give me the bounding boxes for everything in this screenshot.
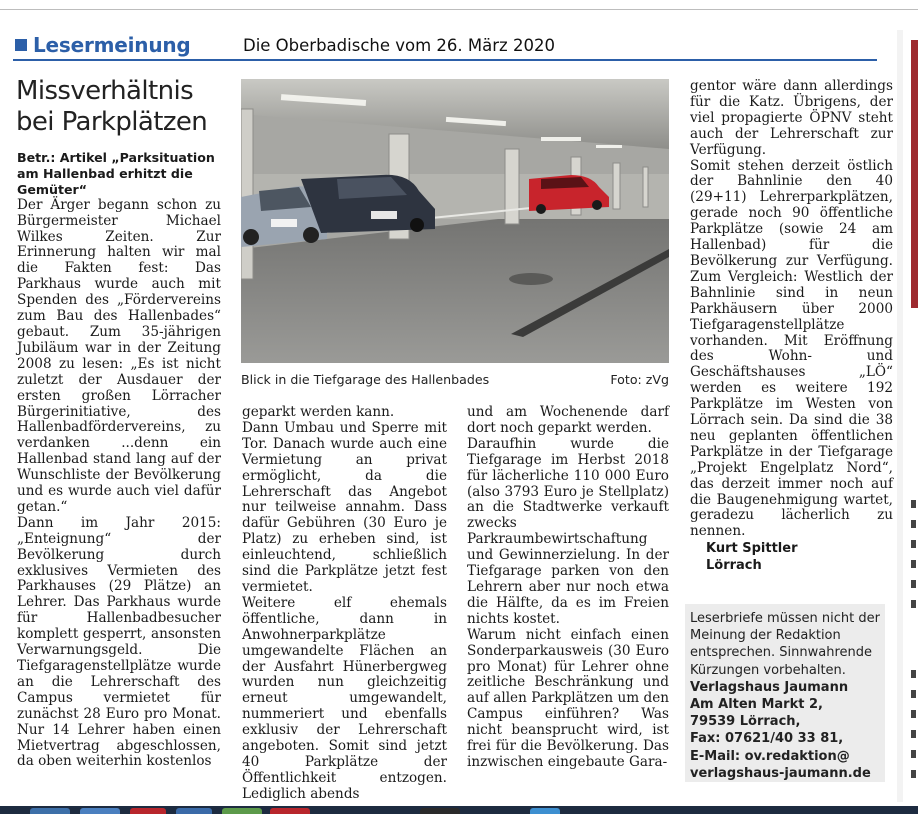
author-name: Kurt Spittler <box>706 541 798 557</box>
editorial-notice-box <box>685 604 885 782</box>
paragraph: Der Ärger begann schon zu Bürgermeister Michael Wilkes Zeiten. Zur Erinnerung halten wir mal die Fakten fest: Das Parkhaus wurde auch mit Spenden des „Fördervereins zum Bau des Hallenbades“ gebaut. Zum 35-jährigen Jubiläum war in der Zeitung 2008 zu lesen: „Es ist nicht zuletzt der Ausdauer der ersten großen Lörracher Bürgerinitiative, des Hallenbadfördervereins, zu verdanken ...denn ein Hallenbad stand lang auf der Wunschliste der Bevölkerung und es wurde auch viel dafür getan.“ <box>17 196 221 515</box>
publisher-city: 79539 Lörrach, <box>690 714 801 730</box>
window-top-border <box>0 9 918 10</box>
taskbar-app-button[interactable] <box>222 808 262 814</box>
source-line: Die Oberbadische vom 26. März 2020 <box>243 36 555 55</box>
paragraph: Warum nicht einfach einen Sonderparkausweis (30 Euro pro Monat) für Lehrer ohne zeitliche Beschränkung und auf allen Parkplätzen um den Campus einführen? Was nicht beansprucht wird, ist frei für die Bevölkerung. Das inzwischen eingebaute Gara- <box>467 626 669 770</box>
photo-caption <box>241 372 669 387</box>
taskbar-app-button[interactable] <box>130 808 166 814</box>
garage-photo-illustration <box>241 79 669 363</box>
headline-line-1: Missverhältnis <box>16 76 194 106</box>
paragraph: und am Wochenende darf dort noch geparkt werden. <box>467 404 669 436</box>
taskbar-app-button[interactable] <box>530 808 560 814</box>
author-city: Lörrach <box>706 558 762 574</box>
section-rubric <box>15 33 191 57</box>
taskbar-app-button[interactable] <box>420 808 460 814</box>
paragraph: Somit stehen derzeit östlich der Bahnlinie den 40 (29+11) Lehrerparkplätzen, gerade noch 90 öffentliche Parkplätze (sowie 24 am Hallenbad) für die Bevölkerung zur Verfügung. Zum Vergleich: Westlich der Bahnlinie sind in neun Parkhäusern über 2000 Tiefgaragenstellplätze vorhanden. Mit Eröffnung des Wohn- und Geschäftshauses „LÖ“ werden es weitere 192 Parkplätze im Westen von Lörrach sein. Da sind die 38 neu geplanten öffentlichen Parkplätze in der Tiefgarage „Projekt Engelplatz Nord“, das derzeit immer noch auf die Baugenehmigung wartet, geradezu lächerlich zu nennen. <box>690 157 893 540</box>
adjacent-page-fragments <box>897 30 918 802</box>
article-column-4 <box>690 79 893 574</box>
publisher-fax: Fax: 07621/40 33 81, <box>690 731 844 747</box>
paragraph: geparkt werden kann. <box>242 404 395 420</box>
rubric-label: Lesermeinung <box>33 33 191 57</box>
notice-text: Leserbriefe müssen nicht der Meinung der Redaktion entsprechen. Sinnwahrende Kürzungen vorbehalten. <box>690 611 880 678</box>
paragraph: gentor wäre dann allerdings für die Katz. Übrigens, der viel propagierte ÖPNV steht auch der Lehrerschaft zur Verfügung. <box>690 78 893 158</box>
paragraph: Daraufhin wurde die Tiefgarage im Herbst 2018 für lächerliche 110 000 Euro (also 3793 Euro je Stellplatz) an die Stadtwerke verkauft zwecks Parkraumbewirtschaftung und Gewinnerzielung. In der Tiefgarage parken von den Lehrern aber nur noch etwa die Hälfte, da es im Freien nichts kostet. <box>467 435 669 627</box>
rubric-square-icon <box>15 39 27 51</box>
caption-text: Blick in die Tiefgarage des Hallenbades <box>241 372 490 387</box>
article-lead: Betr.: Artikel „Parksituation am Hallenbad erhitzt die Gemüter“ <box>17 150 215 197</box>
publisher-email: E-Mail: ov.redaktion@ <box>690 748 850 764</box>
photo-credit: Foto: zVg <box>610 372 669 387</box>
article-headline <box>16 76 231 138</box>
headline-line-2: bei Parkplätzen <box>16 107 208 137</box>
garage-photo <box>241 79 669 363</box>
publisher-name: Verlagshaus Jaumann <box>690 679 849 695</box>
paragraph: Dann im Jahr 2015: „Enteignung“ der Bevölkerung durch exklusives Vermieten des Parkhauses (29 Plätze) an Lehrer. Das Parkhaus wurde für Hallenbadbesucher komplett gesperrt, ansonsten Verwarnungsgeld. Die Tiefgaragenstellplätze wurde an die Lehrerschaft des Campus vermietet für zunächst 28 Euro pro Monat. Nur 14 Lehrer haben einen Mietvertrag abgeschlossen, da oben weiterhin kostenlos <box>17 514 221 770</box>
taskbar-app-button[interactable] <box>270 808 310 814</box>
publisher-email-domain: verlagshaus-jaumann.de <box>690 765 871 781</box>
article-column-1 <box>17 150 221 770</box>
article-column-3 <box>467 405 669 771</box>
taskbar-app-button[interactable] <box>80 808 120 814</box>
taskbar-app-button[interactable] <box>176 808 212 814</box>
publisher-street: Am Alten Markt 2, <box>690 697 823 713</box>
header-divider <box>13 59 877 61</box>
paragraph: Weitere elf ehemals öffentliche, dann in Anwohnerparkplätze umgewandelte Flächen an der Ausfahrt Hünerbergweg wurden nun gleichzeitig erneut umgewandelt, nummeriert und ebenfalls exklusiv der Lehrerschaft angeboten. Somit sind jetzt 40 Parkplätze der Öffentlichkeit entzogen. Lediglich abends <box>242 594 447 802</box>
paragraph: Dann Umbau und Sperre mit Tor. Danach wurde auch eine Vermietung an privat ermöglicht, da die Lehrerschaft das Angebot nur teilweise annahm. Dass dafür Gebühren (30 Euro je Platz) zu erheben sind, ist einleuchtend, schließlich sind die Parkplätze jetzt fest vermietet. <box>242 419 447 595</box>
article-column-2 <box>242 405 447 803</box>
adjacent-page-edge <box>897 30 918 802</box>
taskbar-app-button[interactable] <box>30 808 70 814</box>
